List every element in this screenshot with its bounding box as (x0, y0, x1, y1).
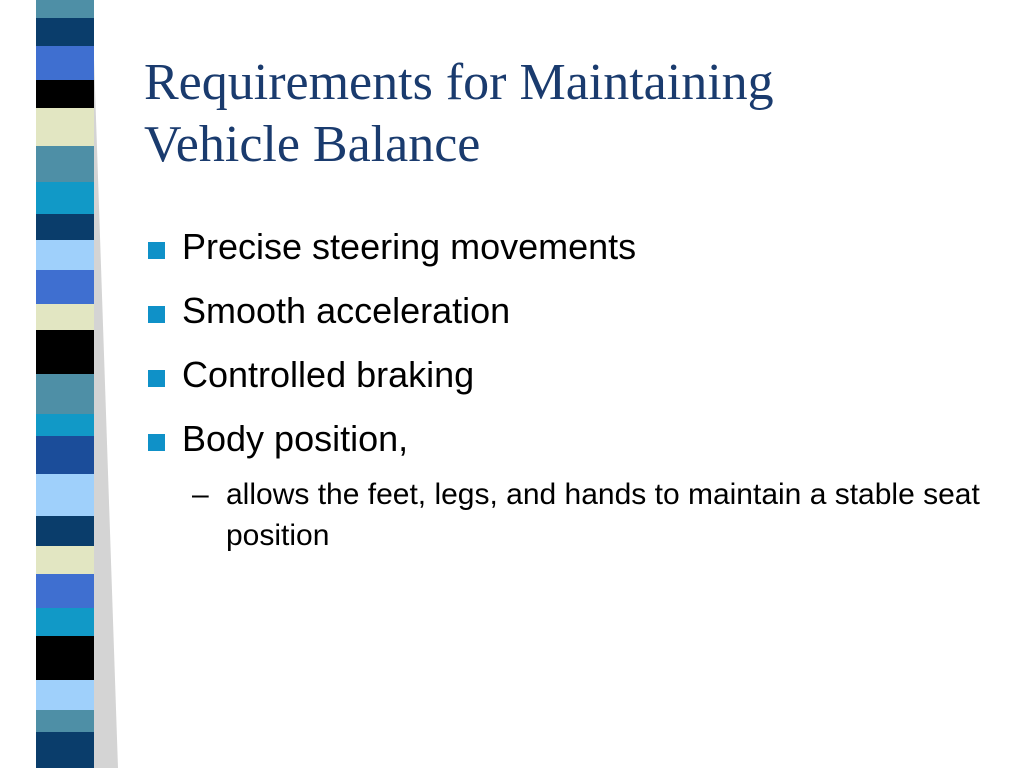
stripe-band (36, 0, 94, 18)
stripe-band (36, 474, 94, 516)
stripe-band (36, 304, 94, 330)
square-bullet-icon (148, 434, 165, 451)
bullet-list (148, 226, 1008, 556)
bullet-text: Controlled braking (182, 354, 475, 395)
stripe-band (36, 80, 94, 108)
stripe-band (36, 214, 94, 240)
bullet-text: Body position, (182, 418, 409, 459)
stripe-band (36, 414, 94, 436)
stripe-band (36, 270, 94, 304)
sub-bullet-item (192, 474, 1008, 556)
stripe-band (36, 710, 94, 732)
bullet-text: Precise steering movements (182, 226, 637, 267)
stripe-band (36, 546, 94, 574)
slide-title (144, 52, 984, 176)
stripe-band (36, 18, 94, 46)
stripe-band (36, 680, 94, 710)
stripe-band (36, 46, 94, 80)
decorative-stripe (36, 0, 94, 768)
stripe-band (36, 374, 94, 414)
bullet-text: Smooth acceleration (182, 290, 511, 331)
square-bullet-icon (148, 306, 165, 323)
bullet-item (148, 418, 1008, 460)
stripe-band (36, 146, 94, 182)
stripe-band (36, 182, 94, 214)
stripe-band (36, 436, 94, 474)
slide-title-line-1: Requirements for Maintaining (144, 54, 774, 111)
bullet-item (148, 290, 1008, 332)
stripe-band (36, 108, 94, 146)
stripe-band (36, 574, 94, 608)
bullet-item (148, 354, 1008, 396)
stripe-band (36, 330, 94, 374)
stripe-band (36, 608, 94, 636)
sub-bullet-text: allows the feet, legs, and hands to maintain a stable seat position (226, 478, 980, 552)
stripe-band (36, 240, 94, 270)
stripe-band (36, 732, 94, 768)
stripe-band (36, 516, 94, 546)
slide-title-line-2: Vehicle Balance (144, 116, 481, 173)
bullet-item (148, 226, 1008, 268)
square-bullet-icon (148, 370, 165, 387)
square-bullet-icon (148, 242, 165, 259)
dash-bullet-icon: – (192, 478, 209, 511)
stripe-band (36, 636, 94, 680)
